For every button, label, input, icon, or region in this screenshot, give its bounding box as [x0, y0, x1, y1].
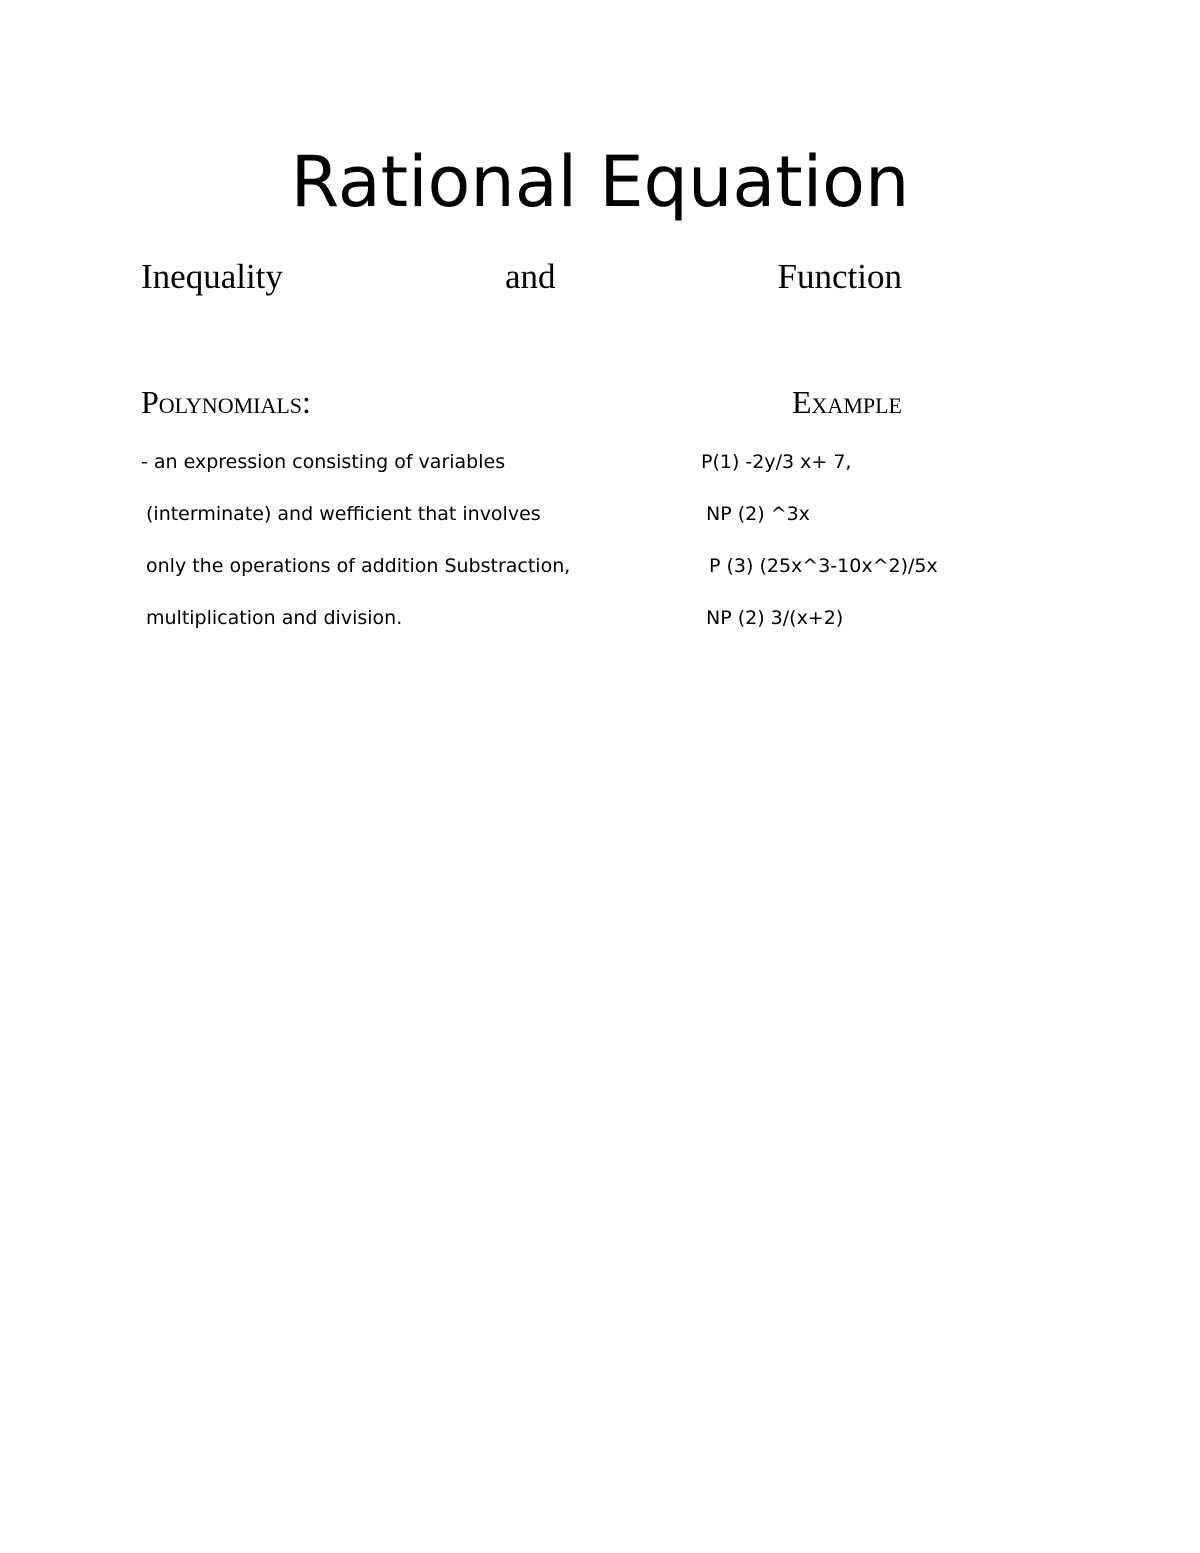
example-line: P(1) -2y/3 x+ 7, [701, 451, 852, 473]
definition-line: only the operations of addition Substraction, [146, 555, 571, 577]
subtitle-function: Function [777, 257, 902, 296]
definition-line: (interminate) and wefficient that involves [146, 503, 541, 525]
heading-polynomials: Polynomials: [141, 384, 311, 420]
subtitle-and: and [505, 257, 556, 296]
example-line: NP (2) ^3x [706, 503, 810, 525]
subtitle-row [141, 254, 902, 300]
example-line: P (3) (25x^3-10x^2)/5x [709, 555, 938, 577]
definition-line: multiplication and division. [146, 607, 403, 629]
subtitle-inequality: Inequality [141, 257, 283, 296]
definition-line: - an expression consisting of variables [141, 451, 506, 473]
page-title: Rational Equation [290, 141, 910, 223]
example-line: NP (2) 3/(x+2) [706, 607, 844, 629]
heading-example: Example [792, 384, 902, 420]
